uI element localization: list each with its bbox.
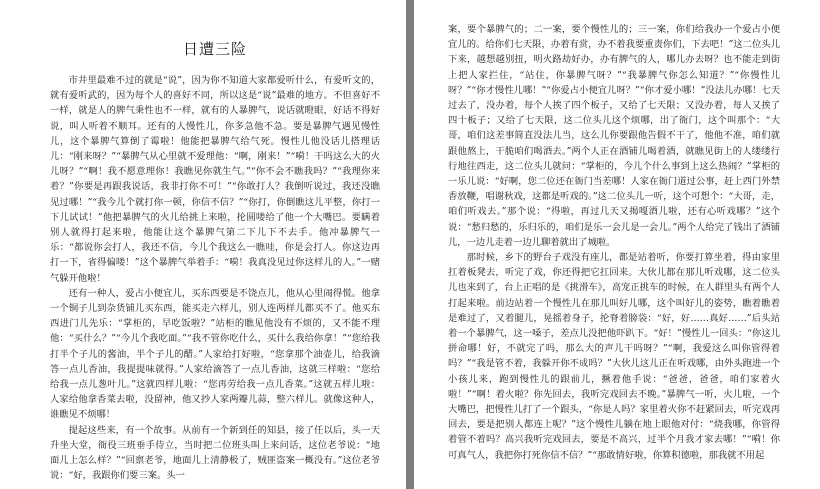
paragraph-4: 案，要个暴脾气的；二一案，要个慢性儿的；三一案，你们给我办一个爱占小便宜儿的。给你们七天限，办着有赏，办不着我要重责你们，下去吧！”这二位头儿下来，越想越别扭，明火路劫好办，办有脾气的人，哪儿办去呀？也不能走到街上把人家拦住，“站住，你暴脾气呀？”“我暴脾气你怎么知道？”“你慢性儿呀？”“你才慢性儿哪！”“你爱占小便宜儿呀？”“你才爱小哪！”没法儿办哪！七天过去了，没办着，每个人挨了四个板子，又给了七天限；又没办着，每人又挨了四十板子；又给了七天限，这二位头儿这个烦哪，出了衙门，这个叫那个：“大哥，咱们这差事简直没法儿当，这么儿你要跟他告假不干了，他他不准，咱们就跟他熬上，干脆咱们喝酒去。”两个人正在酒铺儿喝着酒，就瞧见街上的人缕缕行行地往西走，这二位头儿就问：“掌柜的，今儿个什么事到上这么热闹？”掌柜的一乐儿说：“好啊，您二位还在衙门当差哪！人家在衙门道过公事，赶上西门外禁香放鞭，唱谢秋戏，这都是听戏的。”这二位头儿一听，这个可想个：“大哥，走，咱们听戏去。”那个说：“得啦，再过几天又揭嘎酒儿啦，还有心听戏哪？”这个说：“愁归愁的，乐归乐的，咱们是乐一会儿是一会儿。”两个人给完了钱出了酒铺儿，一边儿走着一边儿聊着就出了城啦。 bbox=[448, 24, 780, 248]
paragraph-2: 还有一种人，爱占小便宜儿，买东西要是不饶点儿，他从心里闹得慌。他拿一个铜子儿到杂货铺儿买东西，能买走六样儿，别人连两样儿都买不了。他买东西进门儿先乐：“掌柜的，早吃饭啦？”站柜的瞧见他没有不烦的，又不能不理他：“买什么？”“今儿个我吃面。”“我不管你吃什么，买什么我给你拿！”“您给我打半个子儿的酱油，半个子儿的醋。”人家给打好啦，“您拿那个油壶儿，给我滴答一点儿香油，我提提味就得。”人家给滴答了一点儿香油，这就三样啦：“您给给我一点儿葱叶儿。”这就四样儿啦：“您再劳给我一点儿香菜。”这就五样儿啦：人家给他拿香菜去啦，没留神，他又抄人家两瓣儿蒜，整六样儿。就像这种人，谁瞧见不烦哪！ bbox=[50, 287, 380, 421]
paragraph-1: 市井里最难不过的就是“说”，因为你不知道大家都爱听什么，有爱听文的，就有爱听武的，因为每个人的喜好不同，所以这是“说”最难的地方。不但喜好不一样，就是人的脾气秉性也不一样，就有的人暴脾气，说话就瞪眼，好话不得好说，叫人听着不顺耳。还有的人慢性儿，你多急他不急。要是暴脾气遇见慢性儿，这个暴脾气算倒了霉啦！他能把暴脾气给气死。慢性儿他没话儿搭理话儿：“刚来呀？”“暴脾气从心里就不爱理他：“啊，刚来！”“嗬！干吗这么大的火儿呀？”“啊！我不愿意理你！我瞧见你就生气。”“你不会不瞧我吗？”“我理你来着？”你要是再跟我说话，我非打你不可！”“你敢打人？我倒听说过，我还没瞧见过哪！”“我今儿个就打你一顿，你信不信？”“你打，你倒瞧这儿平整，你打一下儿试试！”他把暴脾气的火儿给挑上来啦，抡圆喽给了他一个大嘴巴。要瞒着别人就得打起来啦，他能让这个暴脾气第二下儿下不去手。他冲暴脾气一乐：“都说你会打人，我还不信，今儿个我这么一瞧哇，你是会打人。你这边再打一下，省得偏喽！”这个暴脾气举着手：“嗬！我真没见过你这样儿的人。”一赌气躲开他啦！ bbox=[50, 75, 380, 284]
page-right bbox=[414, 0, 820, 489]
page-gutter bbox=[406, 0, 414, 489]
paragraph-3: 提起这些来，有一个故事。从前有一个新到任的知县，接了任以后，头一天升坐大堂，衙役三班垂手侍立，当时把二位班头叫上来问话，这位老爷说：“地面儿上怎么样？”“回禀老爷，地面儿上清静极了，贼匪盗案一概没有。”这位老爷说：“好，我跟你们要三案。头一 bbox=[50, 424, 380, 482]
page-left bbox=[0, 0, 406, 489]
page-title: 日遭三险 bbox=[182, 40, 247, 58]
paragraph-5: 那时候，乡下的野台子戏没有座儿，都是站着听，你要打算坐着，得由家里扛着板凳去，听完了戏，你还得把它扛回来。大伙儿都在那儿听戏哪，这二位头儿也来到了，台上正唱的是《挑滑车》，高宠正挑车的时候，在人群里头有两个人打起来啦。前边站着一个慢性儿在那儿叫好儿哪，这个叫好儿的姿势，瞧着瞧着是难过了，又着腿儿，晃摇着身子，抡脊着膀袋：“好，好……真好……”后头站着一个暴脾气，这一嗓子，差点儿没把他吓趴下。“好！”慢性儿一回头：“你这儿拼命哪！好，不就完了吗，那么大的声儿干吗呀？”“啊，我爱这么叫你管得着吗？”“我是管不着，我躲开你不成吗？”大伙儿这儿正在听戏哪，由外头跑进一个小孩儿来，跑到慢性儿的跟前儿，撅着他手说：“爸爸，爸爸，咱们家着火啦！”“啊！着火啦？你先回去，我听完戏回去不晚。”暴脾气一听，火儿啦，一个大嘴巴，把慢性儿打了一个跟头，“你是人吗？家里着火你不赶紧回去，听完戏再回去，要是把别人都连上呢？”这个慢性儿躺在地上眼他对付：“烧我哪，你管得着管不着吗？高兴我听完戏回去，要是不高兴，过半个月我才家去哪！”“嗬！你可真气人，我把你打死你信不信？”“那敢情好啦，你算积德啦，那我就不用起 bbox=[448, 252, 780, 461]
